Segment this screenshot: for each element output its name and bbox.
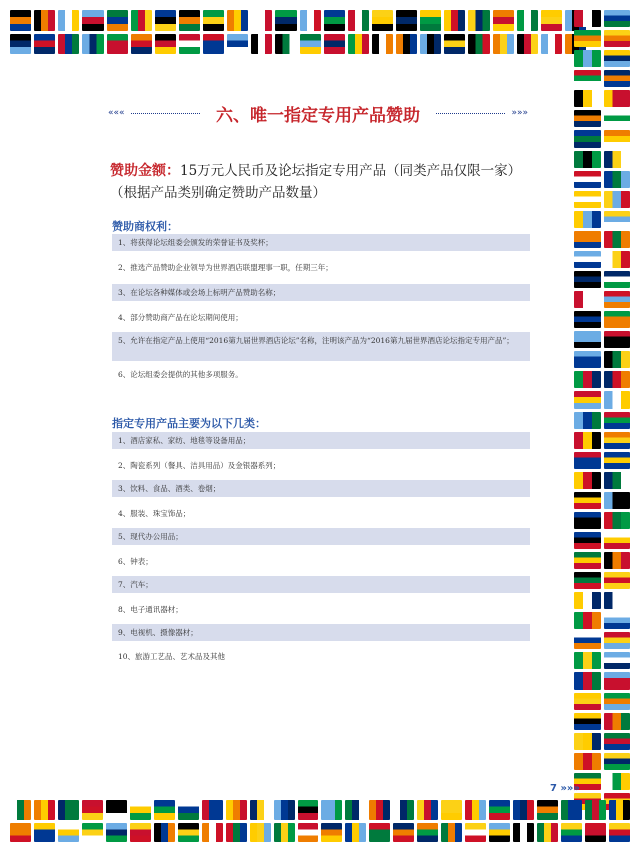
flag-tile [604,371,631,388]
flag-tile [203,10,224,31]
flag-tile [604,291,631,308]
flag-tile [154,823,175,843]
flag-tile [604,672,631,689]
flag-tile [574,90,601,107]
flag-tile [604,251,631,268]
title-left-arrows: ««« [108,108,125,118]
amount-line-1 [110,160,540,182]
flag-tile [604,452,631,469]
flag-tile [493,10,514,31]
flag-tile [493,34,514,55]
flag-tile [574,753,601,770]
list-item: 2、推选产品赞助企业领导为世界酒店联盟理事一职，任期三年； [118,263,333,272]
flag-tile [604,351,631,368]
flag-tile [444,34,465,55]
flag-tile [574,231,601,248]
flag-tile [369,823,390,843]
flag-tile [604,713,631,730]
flag-tile [609,800,630,820]
flag-tile [155,10,176,31]
products-list [112,432,530,665]
flag-tile [574,10,601,27]
flag-tile [179,10,200,31]
flag-tile [561,823,582,843]
flag-tile [604,391,631,408]
list-item: 5、允许在指定产品上使用“2016第九届世界酒店论坛”名称，注明该产品为“2016第九届世界酒店论坛指定专用产品”； [112,332,530,361]
page-number-arrows: »»» [560,783,580,794]
flag-tile [604,30,631,47]
flag-tile [604,753,631,770]
flag-tile [179,34,200,55]
flag-tile [604,50,631,67]
flag-tile [604,211,631,228]
flag-tile [274,823,295,843]
flag-tile [275,34,296,55]
flag-tile [604,733,631,750]
flag-border-bottom [10,800,630,842]
flag-tile [574,492,601,509]
flag-tile [465,800,486,820]
flag-tile [574,672,601,689]
flag-tile [298,800,319,820]
flag-tile [574,512,601,529]
flag-tile [561,800,582,820]
rights-heading: 赞助商权利： [112,220,178,233]
flag-tile [604,472,631,489]
flag-tile [574,472,601,489]
flag-tile [372,34,393,55]
list-item: 7、汽车； [112,576,530,593]
list-item: 4、服装、珠宝饰品； [118,509,191,518]
flag-tile [489,800,510,820]
flag-tile [609,823,630,843]
flag-tile [517,10,538,31]
flag-tile [58,34,79,55]
flag-tile [574,110,601,127]
flag-tile [574,50,601,67]
flag-tile [321,823,342,843]
flag-tile [574,552,601,569]
flag-tile [324,34,345,55]
amount-value: 15万元人民币及论坛指定专用产品（同类产品仅限一家） [180,163,522,179]
flag-tile [274,800,295,820]
flag-tile [130,823,151,843]
flag-tile [226,823,247,843]
flag-tile [275,10,296,31]
flag-tile [604,171,631,188]
flag-tile [574,351,601,368]
flag-tile [604,652,631,669]
flag-tile [468,34,489,55]
flag-tile [34,800,55,820]
flag-tile [574,592,601,609]
flag-tile [131,34,152,55]
flag-tile [574,412,601,429]
amount-line-2: （根据产品类别确定赞助产品数量） [110,185,326,201]
flag-tile [574,291,601,308]
page-title: 六、唯一指定专用产品赞助 [216,105,420,126]
list-item: 3、在论坛各种媒体或会场上标明产品赞助名称； [112,284,530,301]
flag-tile [10,10,31,31]
flag-tile [420,34,441,55]
flag-tile [10,823,31,843]
flag-tile [604,10,631,27]
flag-tile [574,30,601,47]
flag-tile [203,34,224,55]
flag-tile [465,823,486,843]
page-number-value: 7 [550,783,557,794]
list-item: 9、电视机、摄像器材； [112,624,530,641]
flag-tile [10,34,31,55]
flag-tile [251,34,272,55]
flag-tile [574,311,601,328]
flag-tile [107,34,128,55]
flag-tile [585,823,606,843]
flag-tile [444,10,465,31]
flag-tile [604,512,631,529]
flag-tile [107,10,128,31]
flag-tile [513,800,534,820]
flag-tile [34,34,55,55]
flag-tile [604,311,631,328]
flag-tile [537,823,558,843]
flag-tile [468,10,489,31]
flag-tile [34,10,55,31]
flag-border-top [10,10,586,54]
title-right-rule [436,113,505,114]
flag-tile [202,800,223,820]
flag-tile [513,823,534,843]
flag-tile [417,823,438,843]
flag-tile [604,693,631,710]
flag-border-right [574,10,630,810]
flag-tile [417,800,438,820]
flag-tile [574,130,601,147]
flag-tile [574,432,601,449]
flag-tile [574,331,601,348]
rights-list [112,234,530,383]
flag-tile [604,552,631,569]
flag-tile [348,10,369,31]
flag-tile [348,34,369,55]
flag-tile [372,10,393,31]
flag-tile [10,800,31,820]
flag-tile [393,823,414,843]
flag-tile [574,371,601,388]
section-title [108,102,528,124]
list-item: 6、钟表； [118,557,153,566]
list-item: 1、酒店家私、家纺、地毯等设备用品； [112,432,530,449]
flag-tile [604,271,631,288]
flag-tile [574,693,601,710]
flag-tile [574,532,601,549]
flag-tile [574,271,601,288]
flag-tile [604,492,631,509]
flag-tile [574,713,601,730]
flag-tile [574,612,601,629]
flag-tile [345,823,366,843]
flag-tile [106,800,127,820]
flag-tile [251,10,272,31]
title-left-rule [131,113,200,114]
flag-tile [250,823,271,843]
flag-tile [324,10,345,31]
flag-tile [574,452,601,469]
list-item: 1、将获得论坛组委会颁发的荣誉证书及奖杯； [112,234,530,251]
flag-tile [604,432,631,449]
flag-tile [604,151,631,168]
flag-tile [130,800,151,820]
title-right-arrows: »»» [511,108,528,118]
flag-tile [604,191,631,208]
flag-tile [604,331,631,348]
flag-tile [604,130,631,147]
flag-tile [250,800,271,820]
flag-tile [298,823,319,843]
flag-tile [574,733,601,750]
flag-tile [178,800,199,820]
flag-tile [604,632,631,649]
flag-tile [441,823,462,843]
flag-tile [585,800,606,820]
flag-tile [226,800,247,820]
flag-tile [604,592,631,609]
flag-tile [604,110,631,127]
flag-tile [58,10,79,31]
flag-tile [155,34,176,55]
flag-tile [604,90,631,107]
flag-tile [82,800,103,820]
flag-tile [574,211,601,228]
flag-tile [58,800,79,820]
flag-tile [369,800,390,820]
flag-tile [574,171,601,188]
flag-tile [574,572,601,589]
flag-tile [321,800,342,820]
flag-tile [300,10,321,31]
flag-tile [574,191,601,208]
flag-tile [574,652,601,669]
list-item: 5、现代办公用品； [112,528,530,545]
flag-tile [396,10,417,31]
flag-tile [82,34,103,55]
flag-tile [202,823,223,843]
flag-tile [541,10,562,31]
flag-tile [574,391,601,408]
flag-tile [604,773,631,790]
list-item: 2、陶瓷系列（餐具、洁具用品）及金银器系列； [118,461,281,470]
flag-tile [227,34,248,55]
flag-tile [604,231,631,248]
flag-tile [396,34,417,55]
flag-tile [420,10,441,31]
flag-tile [34,823,55,843]
list-item: 10、旅游工艺品、艺术品及其他 [118,652,226,661]
list-item: 3、饮料、食品、酒类、卷烟； [112,480,530,497]
flag-tile [574,151,601,168]
flag-tile [604,612,631,629]
flag-tile [517,34,538,55]
flag-tile [604,572,631,589]
flag-tile [574,251,601,268]
flag-tile [604,70,631,87]
flag-tile [131,10,152,31]
flag-tile [82,823,103,843]
flag-tile [574,70,601,87]
flag-tile [106,823,127,843]
flag-tile [300,34,321,55]
flag-tile [574,632,601,649]
flag-tile [58,823,79,843]
flag-tile [227,10,248,31]
flag-tile [604,532,631,549]
list-item: 6、论坛组委会提供的其他多项服务。 [118,370,243,379]
flag-tile [178,823,199,843]
flag-tile [154,800,175,820]
sponsorship-amount [110,160,540,204]
flag-tile [541,34,562,55]
products-heading: 指定专用产品主要为以下几类： [112,417,266,430]
flag-tile [82,10,103,31]
list-item: 8、电子通讯器材； [118,605,183,614]
flag-tile [604,412,631,429]
amount-label: 赞助金额： [110,163,180,179]
flag-tile [393,800,414,820]
flag-tile [441,800,462,820]
flag-tile [537,800,558,820]
flag-tile [345,800,366,820]
flag-tile [489,823,510,843]
list-item: 4、部分赞助商产品在论坛期间使用； [118,313,243,322]
page-number [550,783,580,794]
